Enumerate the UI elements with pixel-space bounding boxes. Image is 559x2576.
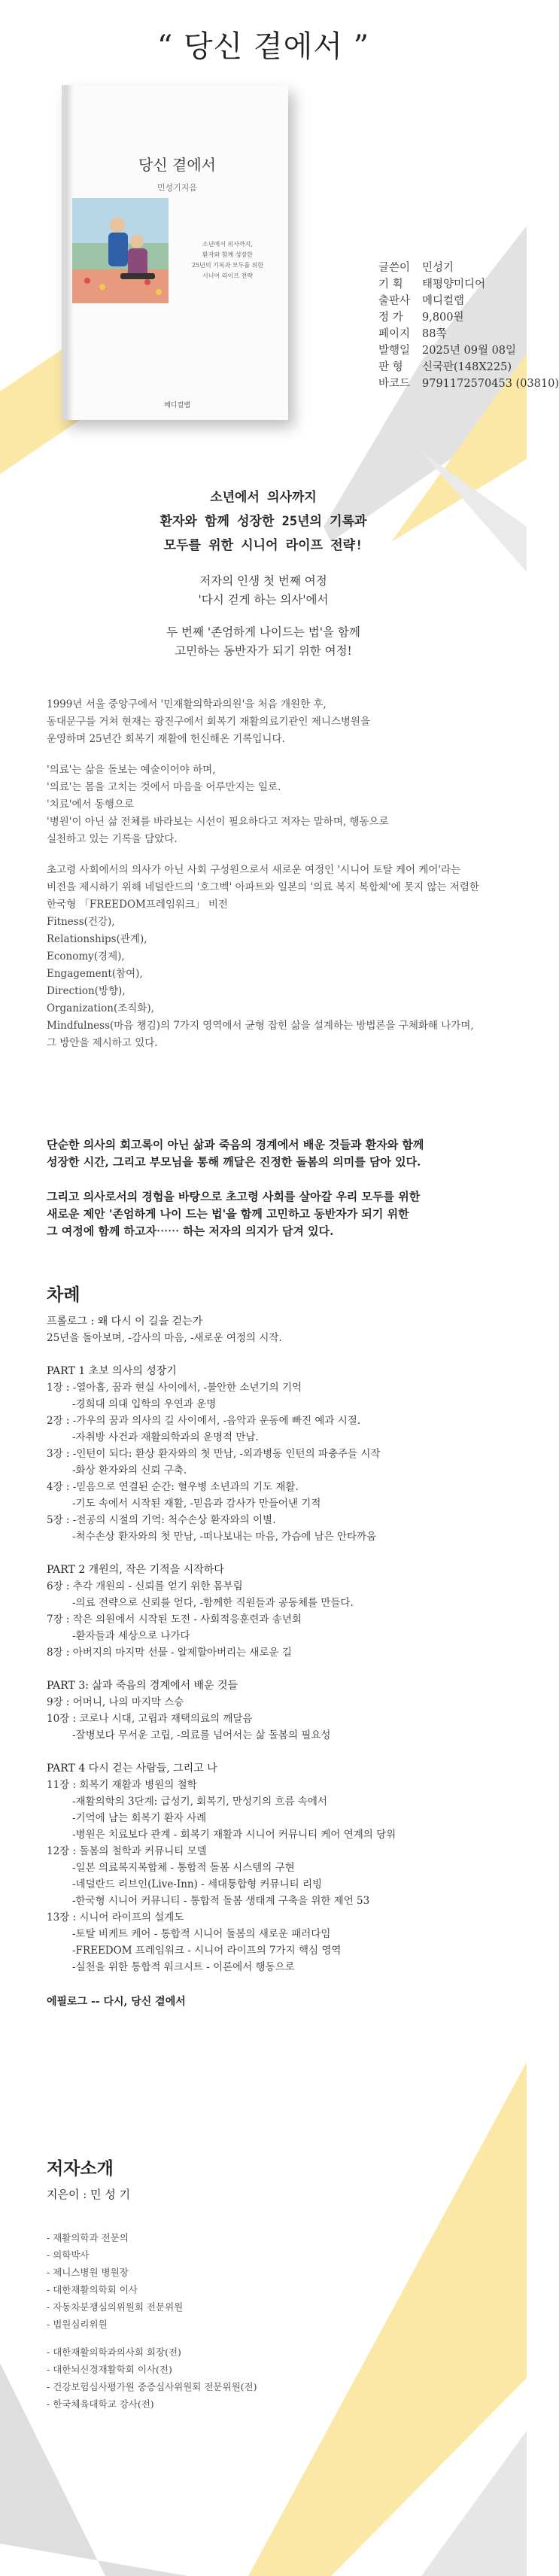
spec-value: 88쪽 xyxy=(422,328,447,340)
intro-line: 저자의 인생 첫 번째 여정 xyxy=(199,574,327,588)
toc-subsection: -병원은 치료보다 관계 - 회복기 재활과 시니어 커뮤니티 케어 연계의 당위 xyxy=(72,1829,396,1841)
description-line: Relationships(관계), xyxy=(47,933,147,945)
spec-value: 9791172570453 (03810) xyxy=(422,378,559,390)
toc-title: 차례 xyxy=(47,1285,81,1305)
spec-value: 9,800원 xyxy=(422,312,464,324)
toc-chapter: 1장 : -열아홉, 꿈과 현실 사이에서, -불안한 소년기의 기억 xyxy=(47,1382,302,1394)
spec-key: 출판사 xyxy=(378,295,411,307)
tagline-line: 모두를 위한 시니어 라이프 전략! xyxy=(163,538,363,553)
career-item: - 대한뇌신경재활학회 이사(전) xyxy=(47,2364,172,2375)
cover-blurb-line: 시니어 라이프 전략 xyxy=(202,272,253,279)
toc-chapter: 2장 : -가우의 꿈과 의사의 길 사이에서, -음악과 운동에 빠진 예과 시절. xyxy=(47,1415,361,1427)
book-cover xyxy=(62,85,288,420)
toc-subsection: -기도 속에서 시작된 재활, -믿음과 감사가 만들어낸 기적 xyxy=(72,1498,321,1510)
toc-subsection: -의료 전략으로 신뢰를 얻다, -함께한 직원들과 공동체를 만들다. xyxy=(72,1597,354,1609)
summary-line: 그리고 의사로서의 경험을 바탕으로 초고령 사회를 살아갈 우리 모두를 위한 xyxy=(47,1190,421,1203)
toc-chapter: 4장 : -믿음으로 연결된 순간: 혈우병 소년과의 기도 재활. xyxy=(47,1481,299,1493)
toc-subsection: -화상 환자와의 신뢰 구축. xyxy=(72,1464,187,1477)
toc-subsection: -척수손상 환자와의 첫 만남, -떠나보내는 마음, 가슴에 남은 안타까움 xyxy=(72,1531,377,1543)
toc-chapter: 12장 : 돌봄의 철학과 커뮤니티 모델 xyxy=(47,1845,207,1857)
toc-chapter: 3장 : -인턴이 되다: 환상 환자와의 첫 만남, -외과병동 인턴의 파충주들 시작 xyxy=(47,1448,381,1460)
toc-chapter: 5장 : -전공의 시절의 기억: 척수손상 환자와의 이별. xyxy=(47,1514,276,1526)
toc-subsection: -일본 의료복지복합체 - 통합적 돌봄 시스템의 구현 xyxy=(72,1862,295,1874)
tagline-line: 소년에서 의사까지 xyxy=(210,490,317,505)
career-item: - 법원심리위원 xyxy=(47,2319,108,2330)
career-item: - 대한재활의학과의사회 회장(전) xyxy=(47,2346,181,2358)
career-item: - 재활의학과 전문의 xyxy=(47,2232,129,2243)
career-gap xyxy=(47,2333,498,2343)
toc-subsection: -자취방 사건과 재활의학과의 운명적 만남. xyxy=(72,1431,259,1443)
career-item: - 건강보험심사평가원 중증심사위원회 전문위원(전) xyxy=(47,2381,257,2392)
toc-subsection: -토탈 비케트 케어 - 통합적 시니어 돌봄의 새로운 패러다임 xyxy=(72,1928,331,1940)
description-line: 비전을 제시하기 위해 네덜란드의 '호그벡' 아파트와 일본의 '의료 복지 복합체'에 못지 않는 저렴한 xyxy=(47,881,479,893)
description-line: Mindfulness(마음 챙김)의 7가지 영역에서 균형 잡힌 삶을 설계하는 방법론을 구체화해 나가며, xyxy=(47,1020,474,1032)
career-item: - 의학박사 xyxy=(47,2249,90,2261)
description-line: 초고령 사회에서의 의사가 아닌 사회 구성원으로서 새로운 여정인 '시니어 토탈 케어 케어'라는 xyxy=(47,864,461,876)
description-line: 동대문구를 거쳐 현재는 광진구에서 회복기 재활의료기관인 제니스병원을 xyxy=(47,716,371,728)
spec-key: 판 형 xyxy=(378,361,403,373)
intro-line: 고민하는 동반자가 되기 위한 여정! xyxy=(175,644,352,658)
description-line: Economy(경제), xyxy=(47,950,125,963)
toc-subsection: -환자들과 세상으로 나가다 xyxy=(72,1630,190,1642)
spec-value: 신국판(148X225) xyxy=(422,361,512,373)
spec-key: 기 획 xyxy=(378,278,403,290)
toc-subsection: -잘병보다 무서운 고립, -의료를 넘어서는 삶 돌봄의 필요성 xyxy=(72,1729,331,1741)
spec-row xyxy=(378,276,521,293)
description-line: 운영하며 25년간 회복기 재활에 헌신해온 기록입니다. xyxy=(47,733,285,745)
page-title: “ 당신 곁에서 ” xyxy=(156,29,370,64)
spec-key: 글쓴이 xyxy=(378,262,411,274)
toc-subsection: -네덜란드 리브인(Live-Inn) - 세대통합형 커뮤니티 리빙 xyxy=(72,1878,323,1890)
summary-line: 그 여정에 함께 하고자⋯⋯ 하는 저자의 의지가 담겨 있다. xyxy=(47,1224,334,1238)
spec-key: 바코드 xyxy=(378,378,411,390)
description-paragraph xyxy=(47,696,491,748)
tagline-line: 환자와 함께 성장한 25년의 기록과 xyxy=(159,514,367,529)
intro-text xyxy=(0,572,527,674)
description-line: Engagement(참여), xyxy=(47,968,143,980)
cover-author: 민성기지음 xyxy=(156,183,198,193)
toc-chapter: 7장 : 작은 의원에서 시작된 도전 - 사회적응훈련과 송년회 xyxy=(47,1613,302,1626)
description-line: '병원'이 아닌 삶 전체를 바라보는 시선이 필요하다고 저자는 말하며, 행동으로 xyxy=(47,816,389,828)
spec-value: 민성기 xyxy=(422,262,454,274)
description-line: Organization(조직화), xyxy=(47,1002,154,1014)
spec-key: 페이지 xyxy=(378,328,411,340)
career-item: - 한국체육대학교 강사(전) xyxy=(47,2398,154,2410)
summary-line: 새로운 제안 '존엄하게 나이 드는 법'을 함께 고민하고 동반자가 되기 위한 xyxy=(47,1207,409,1221)
intro-line: '다시 걷게 하는 의사'에서 xyxy=(198,593,329,607)
cover-blurb-line: 25년의 기록과 모두를 위한 xyxy=(191,262,264,269)
description-line: 그 방안을 제시하고 있다. xyxy=(47,1037,158,1049)
toc-chapter: 13장 : 시니어 라이프의 설계도 xyxy=(47,1911,184,1924)
author-section-title: 저자소개 xyxy=(47,2159,114,2179)
description-paragraph xyxy=(47,862,491,1052)
toc-prologue-sub: 25년을 돌아보며, -감사의 마음, -새로운 여정의 시작. xyxy=(47,1332,282,1344)
intro-paragraph xyxy=(0,572,527,610)
table-of-contents xyxy=(47,1313,498,2010)
spec-value: 2025년 09월 08일 xyxy=(422,345,517,357)
toc-parts xyxy=(47,1363,498,1975)
toc-chapter: 9장 : 어머니, 나의 마지막 스승 xyxy=(47,1696,184,1708)
description-line: '치료'에서 동행으로 xyxy=(47,798,135,811)
career-item: - 대한재활의학회 이사 xyxy=(47,2284,138,2295)
summary-line: 성장한 시간, 그리고 부모님을 통해 깨달은 진정한 돌봄의 의미를 담아 있다. xyxy=(47,1155,421,1169)
toc-subsection: -기억에 남는 회복기 환자 사례 xyxy=(72,1812,207,1824)
career-item: - 제니스병원 병원장 xyxy=(47,2267,129,2278)
spec-row xyxy=(378,342,521,359)
toc-chapter: 10장 : 코로나 시대, 고립과 재택의료의 깨달음 xyxy=(47,1713,253,1725)
toc-epilogue: 에필로그 -- 다시, 당신 곁에서 xyxy=(47,1996,186,2008)
cover-blurb xyxy=(173,239,282,281)
book-summary xyxy=(47,1136,498,1258)
toc-chapter: 11장 : 회복기 재활과 병원의 철학 xyxy=(47,1779,197,1791)
spec-value: 태평양미디어 xyxy=(422,278,486,290)
intro-line: 두 번째 '존엄하게 나이드는 법'을 함께 xyxy=(166,625,360,639)
description-line: Fitness(건강), xyxy=(47,916,115,928)
toc-part-title: PART 4 다시 걷는 사람들, 그리고 나 xyxy=(47,1762,217,1775)
toc-part-title: PART 3: 삶과 죽음의 경계에서 배운 것들 xyxy=(47,1680,238,1692)
description-line: '의료'는 삶을 돌보는 예술이어야 하며, xyxy=(47,764,216,776)
description-line: '의료'는 몸을 고치는 것에서 마음을 어루만지는 일로. xyxy=(47,781,281,793)
cover-title: 당신 곁에서 xyxy=(138,156,216,174)
description-line: 실천하고 있는 기록을 담았다. xyxy=(47,833,178,845)
spec-row xyxy=(378,376,559,392)
spec-row xyxy=(378,260,521,276)
cover-photo xyxy=(72,198,169,303)
career-item: - 자동차분쟁심의위원회 전문위원 xyxy=(47,2301,184,2313)
spec-row xyxy=(378,359,521,376)
spec-key: 정 가 xyxy=(378,312,403,324)
summary-line: 단순한 의사의 회고록이 아닌 삶과 죽음의 경계에서 배운 것들과 환자와 함께 xyxy=(47,1138,424,1151)
cover-blurb-line: 환자와 함께 성장한 xyxy=(202,251,253,258)
tagline-handwritten xyxy=(0,485,527,558)
summary-paragraph xyxy=(47,1136,498,1171)
description-line: Direction(방향), xyxy=(47,985,126,997)
toc-subsection: -한국형 시니어 커뮤니티 - 통합적 돌봄 생태계 구축을 위한 제언 53 xyxy=(72,1895,370,1907)
intro-paragraph xyxy=(0,623,527,661)
toc-part-title: PART 2 개원의, 작은 기적을 시작하다 xyxy=(47,1564,224,1576)
spec-row xyxy=(378,293,521,309)
cover-blurb-line: 소년에서 의사까지, xyxy=(202,241,253,248)
toc-subsection: -재활의학의 3단계: 급성기, 회복기, 만성기의 흐름 속에서 xyxy=(72,1796,327,1808)
toc-chapter: 6장 : 추각 개원의 - 신뢰를 얻기 위한 몸부림 xyxy=(47,1580,243,1592)
cover-publisher-logo: 메디컬랩 xyxy=(164,402,190,409)
author-name: 지은이 : 민 성 기 xyxy=(47,2188,131,2201)
book-spec-table xyxy=(378,260,559,392)
author-career-list xyxy=(47,2229,498,2413)
book-description xyxy=(47,696,491,1066)
spec-value: 메디컬랩 xyxy=(422,295,465,307)
toc-chapter: 8장 : 아버지의 마지막 선물 - 알제할아버리는 새로운 길 xyxy=(47,1647,292,1659)
description-line: 한국형 「FREEDOM프레임워크」 비전 xyxy=(47,899,228,911)
toc-subsection: -실천을 위한 통합적 워크시트 - 이론에서 행동으로 xyxy=(72,1961,295,1973)
spec-key: 발행일 xyxy=(378,345,411,357)
summary-paragraph xyxy=(47,1188,498,1240)
spec-row xyxy=(378,326,521,342)
toc-subsection: -경희대 의대 입학의 우연과 운명 xyxy=(72,1398,217,1410)
toc-part-title: PART 1 초보 의사의 성장기 xyxy=(47,1365,177,1377)
description-line: 1999년 서울 중앙구에서 '민재활의학과의원'을 처음 개원한 후, xyxy=(47,698,327,710)
toc-prologue: 프롤로그 : 왜 다시 이 길을 걷는가 xyxy=(47,1315,203,1328)
spec-row xyxy=(378,309,521,326)
description-paragraph xyxy=(47,762,491,848)
toc-subsection: -FREEDOM 프레임워크 - 시니어 라이프의 7가지 핵심 영역 xyxy=(72,1945,342,1957)
